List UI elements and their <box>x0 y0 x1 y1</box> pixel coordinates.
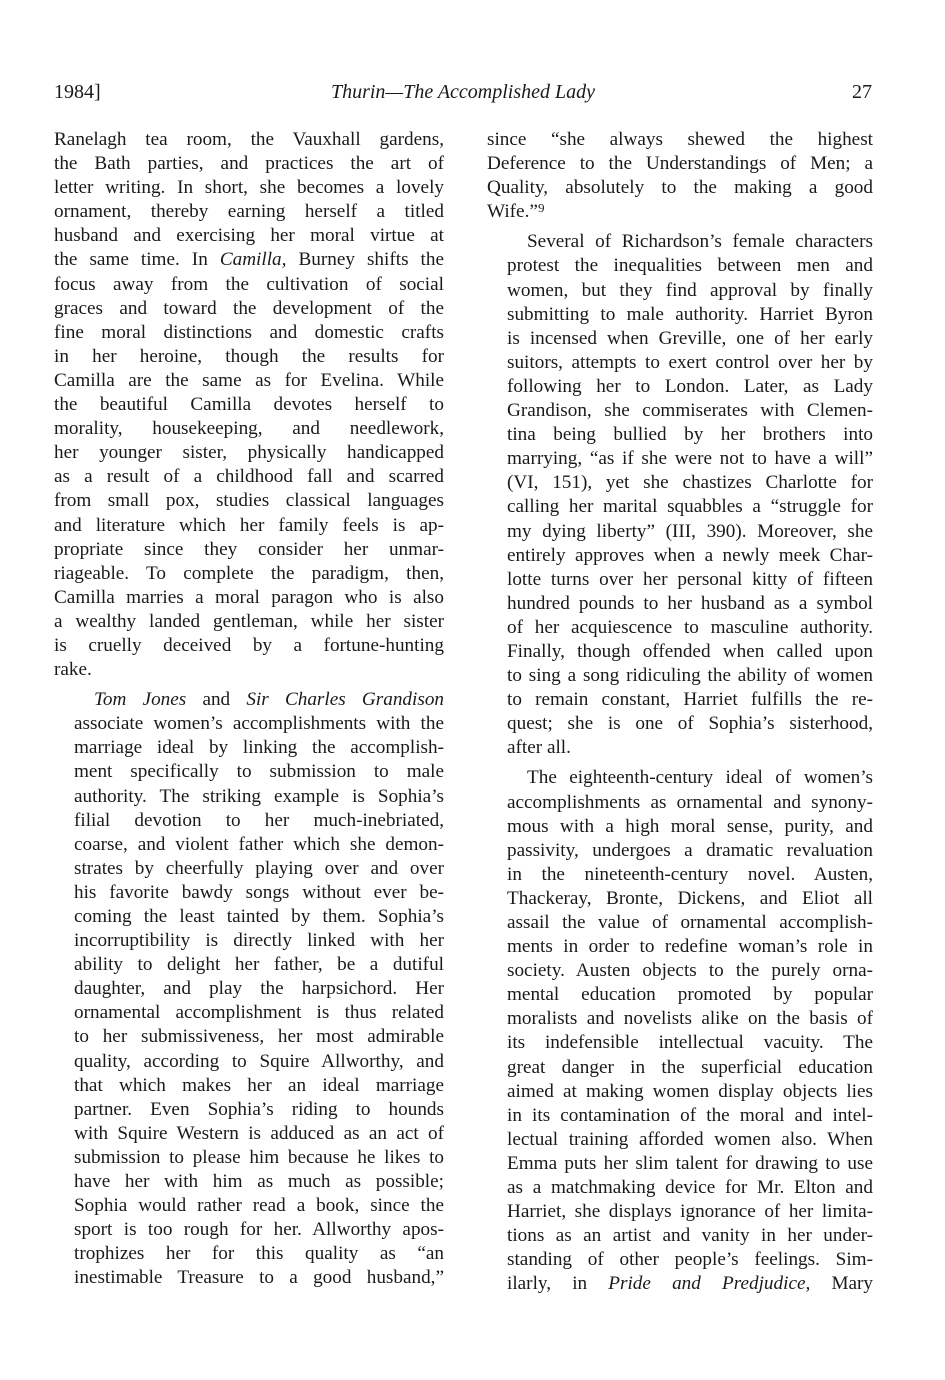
text-line: (VI, 151), yet she chastizes Charlotte for <box>507 472 873 494</box>
text-line: ability to delight her father, be a dutiful <box>74 954 444 976</box>
text-line: moralists and novelists alike on the basis of <box>507 1008 873 1030</box>
text-line: the same time. In Camilla, Burney shifts the <box>54 249 444 271</box>
text-line: passivity, undergoes a dramatic revaluation <box>507 839 873 861</box>
text-line: her younger sister, physically handicapped <box>54 442 444 464</box>
page-number: 27 <box>852 81 872 103</box>
text-line: The eighteenth-century ideal of women’s <box>527 767 873 789</box>
text-line: Wife.”⁹ <box>487 201 545 223</box>
text-line: filial devotion to her much-inebriated, <box>74 809 444 831</box>
text-line: the Bath parties, and practices the art of <box>54 153 444 175</box>
header-title: Thurin—The Accomplished Lady <box>330 81 596 103</box>
text-line: Camilla marries a moral paragon who is also <box>54 586 444 608</box>
text-line: following her to London. Later, as Lady <box>507 375 873 397</box>
text-line: marriage ideal by linking the accomplish- <box>74 737 444 759</box>
text-line: to her submissiveness, her most admirable <box>74 1026 444 1048</box>
text-line: marrying, “as if she were not to have a will” <box>507 448 873 470</box>
text-line: Thackeray, Bronte, Dickens, and Eliot all <box>507 887 873 909</box>
text-line: after all. <box>507 737 571 759</box>
paragraph <box>487 230 873 760</box>
text-line: have her with him as much as possible; <box>74 1171 444 1193</box>
text-line: Quality, absolutely to the making a good <box>487 177 873 199</box>
text-line: incorruptibility is directly linked with her <box>74 930 444 952</box>
text-line: authority. The striking example is Sophia’s <box>74 785 444 807</box>
text-line: in the nineteenth-century novel. Austen, <box>507 863 873 885</box>
text-line: that which makes her an ideal marriage <box>74 1074 444 1096</box>
text-line: in her heroine, though the results for <box>54 345 444 367</box>
text-line: partner. Even Sophia’s riding to hounds <box>74 1098 444 1120</box>
text-line: mental education promoted by popular <box>507 984 873 1006</box>
text-line: protest the inequalities between men and <box>507 255 873 277</box>
text-line: tions as an artist and vanity in her under- <box>507 1225 873 1247</box>
text-line: morality, housekeeping, and needlework, <box>54 418 444 440</box>
text-line: suitors, attempts to exert control over her by <box>507 351 873 373</box>
text-line: coming the least tainted by them. Sophia’s <box>74 906 444 927</box>
text-line: submitting to male authority. Harriet Byron <box>507 303 873 325</box>
text-line: in its contamination of the moral and intel- <box>507 1104 873 1126</box>
text-line: submission to please him because he likes to <box>74 1146 444 1168</box>
text-line: trophizes her for this quality as “an <box>74 1243 444 1265</box>
text-line: daughter, and play the harpsichord. Her <box>74 978 444 1000</box>
text-line: Sophia would rather read a book, since the <box>74 1195 444 1217</box>
text-line: accomplishments as ornamental and synony- <box>507 791 873 813</box>
text-line: associate women’s accomplishments with the <box>74 713 444 735</box>
text-line: rake. <box>54 659 92 681</box>
text-line: quest; she is one of Sophia’s sisterhood, <box>507 713 873 735</box>
text-line: lotte turns over her personal kitty of fifteen <box>507 568 873 590</box>
text-line: the beautiful Camilla devotes herself to <box>54 394 444 416</box>
text-line: society. Austen objects to the purely orna- <box>507 960 873 982</box>
paragraph <box>54 128 444 682</box>
text-line: fine moral distinctions and domestic crafts <box>54 321 444 343</box>
text-line: tina being bullied by her brothers into <box>507 424 873 446</box>
text-line: Ranelagh tea room, the Vauxhall gardens, <box>54 129 444 150</box>
text-line: from small pox, studies classical languages <box>54 490 444 512</box>
text-line: since “she always shewed the highest <box>487 129 873 150</box>
text-line: assail the value of ornamental accomplish- <box>507 912 873 933</box>
text-line: Camilla are the same as for Evelina. While <box>54 369 444 391</box>
text-line: Tom Jones and Sir Charles Grandison <box>94 689 444 711</box>
text-line: propriate since they consider her unmar- <box>54 538 444 560</box>
paragraph <box>54 688 444 1290</box>
text-line: Emma puts her slim talent for drawing to use <box>507 1152 873 1174</box>
text-line: ilarly, in Pride and Predjudice, Mary <box>507 1273 873 1295</box>
text-line: lectual training afforded women also. When <box>507 1128 873 1150</box>
text-line: Harriet, she displays ignorance of her limita- <box>507 1201 873 1223</box>
text-line: his favorite bawdy songs without ever be- <box>74 881 444 903</box>
text-line: with Squire Western is adduced as an act of <box>74 1122 444 1144</box>
text-line: Several of Richardson’s female characters <box>527 231 873 253</box>
right-column <box>487 128 873 1297</box>
text-line: strates by cheerfully playing over and over <box>74 857 444 879</box>
text-line: as a matchmaking device for Mr. Elton and <box>507 1177 873 1199</box>
text-line: Deference to the Understandings of Men; a <box>487 153 873 175</box>
text-line: graces and toward the development of the <box>54 297 444 319</box>
text-line: husband and exercising her moral virtue at <box>54 225 444 247</box>
text-line: inestimable Treasure to a good husband,” <box>74 1267 444 1289</box>
text-line: as a result of a childhood fall and scarred <box>54 466 444 488</box>
paragraph <box>487 766 873 1296</box>
text-line: hundred pounds to her husband as a symbol <box>507 592 873 614</box>
text-line: ornamental accomplishment is thus related <box>74 1002 444 1024</box>
text-line: riageable. To complete the paradigm, then, <box>54 562 444 584</box>
text-line: aimed at making women display objects lies <box>507 1080 873 1102</box>
text-line: ment specifically to submission to male <box>74 761 444 783</box>
text-line: is incensed when Greville, one of her early <box>507 327 873 349</box>
text-line: is cruelly deceived by a fortune-hunting <box>54 634 444 656</box>
text-line: ornament, thereby earning herself a titled <box>54 201 444 223</box>
text-line: mous with a high moral sense, purity, and <box>507 815 873 837</box>
text-line: to sing a song ridiculing the ability of women <box>507 665 873 687</box>
text-line: ments in order to redefine woman’s role in <box>507 936 873 958</box>
running-head <box>54 78 872 106</box>
text-line: standing of other people’s feelings. Sim- <box>507 1249 873 1271</box>
text-line: letter writing. In short, she becomes a lovely <box>54 177 444 199</box>
text-line: sport is too rough for her. Allworthy apos- <box>74 1219 444 1241</box>
text-line: coarse, and violent father which she demon- <box>74 833 444 855</box>
text-line: Grandison, she commiserates with Clemen- <box>507 400 873 422</box>
text-line: focus away from the cultivation of social <box>54 273 444 295</box>
text-line: great danger in the superficial education <box>507 1056 873 1078</box>
text-line: of her acquiescence to masculine authority. <box>507 616 873 638</box>
text-line: women, but they find approval by finally <box>507 279 873 301</box>
text-line: and literature which her family feels is ap- <box>54 514 444 536</box>
text-line: to remain constant, Harriet fulfills the re- <box>507 689 873 711</box>
text-line: calling her marital squabbles a “struggle for <box>507 496 873 518</box>
text-line: entirely approves when a newly meek Char- <box>507 544 873 566</box>
left-column <box>54 128 444 1291</box>
text-line: Finally, though offended when called upon <box>507 640 873 662</box>
header-year: 1984] <box>54 81 101 103</box>
text-line: its indefensible intellectual vacuity. The <box>507 1032 873 1054</box>
text-line: a wealthy landed gentleman, while her sister <box>54 610 444 632</box>
paragraph <box>487 128 873 224</box>
text-line: quality, according to Squire Allworthy, and <box>74 1050 444 1072</box>
text-line: my dying liberty” (III, 390). Moreover, she <box>507 520 873 542</box>
